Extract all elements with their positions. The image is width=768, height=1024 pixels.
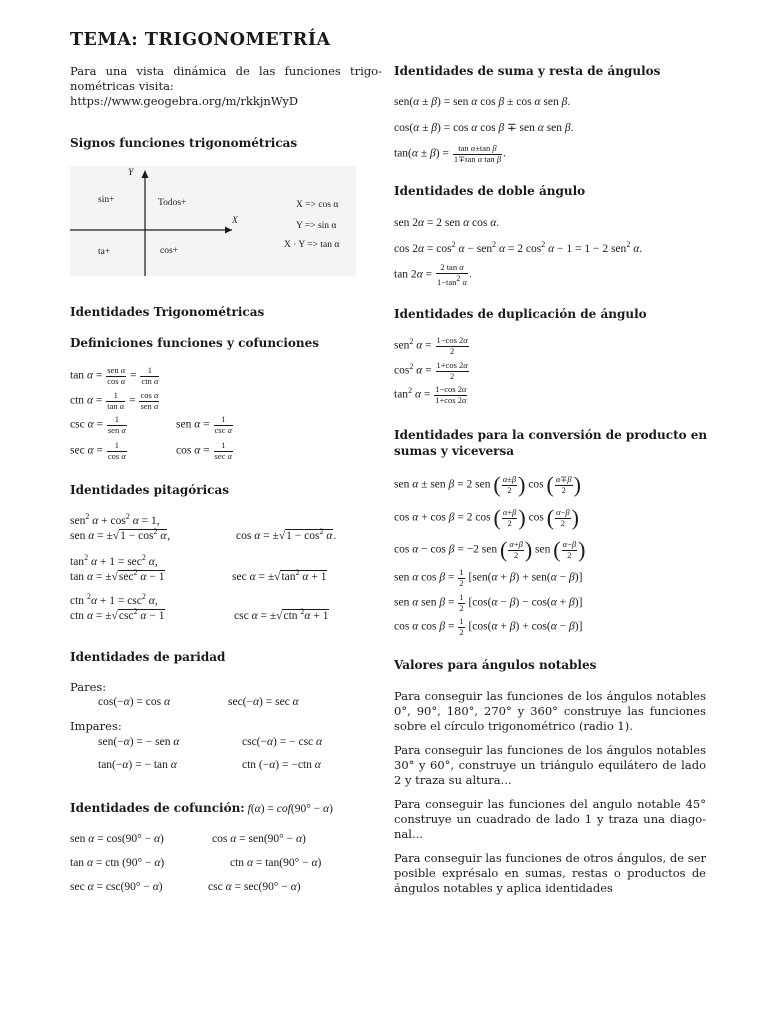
prod-cos-cos: cos α cos β = $\frac{1}{2}$ [cos(α + β) + cos(α − β)] — [394, 616, 583, 637]
geogebra-link[interactable]: https://www.geogebra.org/m/rkkjnWyD — [70, 94, 299, 108]
rule-xy-tan: X · Y => tan α — [284, 240, 340, 250]
valores-paragraph-2: Para conseguir las funciones de los ángulos notables 30° y 60°, construye un triángulo equilátero de lado 2 y traza su altura... — [394, 743, 706, 787]
suma-heading: Identidades de suma y resta de ángulos — [394, 64, 661, 78]
pit-2: sen $\alpha = \pm√1 - \cos^2 \alpha$, — [70, 527, 171, 542]
pit-3: $\cos \alpha = \pm√1 - \cos^2 \alpha$. — [236, 527, 337, 542]
pitagoricas-heading: Identidades pitagóricas — [70, 483, 229, 497]
cof-ctn: ctn α = tan(90° − α) — [230, 857, 322, 869]
dup-cos: $\cos^2 \alpha$ = $\frac{1+\cos 2\alpha}{2}$ — [394, 360, 468, 381]
impar-tan: tan(−α) = − tan α — [98, 759, 177, 771]
impar-sen: sen(−α) = − sen α — [98, 736, 180, 748]
def-sen: sen α = 1 csc α — [176, 414, 232, 435]
suma-cos: cos(α ± β) = cos α cos β ∓ sen α sen β. — [394, 122, 574, 134]
cofuncion-heading-text: Identidades de cofunción: — [70, 801, 245, 815]
par-sec: sec(−α) = sec α — [228, 696, 299, 708]
axis-y-label: Y — [128, 168, 134, 178]
impares-label: Impares: — [70, 719, 122, 733]
quadrant-2-label: sin+ — [98, 195, 115, 205]
cof-cos: cos α = sen(90° − α) — [212, 833, 306, 845]
pit-6: $\sec \alpha = \pm√\tan^2$ α + 1 — [232, 568, 327, 583]
pares-label: Pares: — [70, 680, 107, 694]
conv-cos-sum: cos α + cos β = 2 cos ( $\frac{\alpha+\beta}{2}$ ) cos ( $\frac{\alpha-\beta}{2}$ ) — [394, 505, 579, 530]
dup-tan: $\tan^2 \alpha$ = $\frac{1-\cos 2\alpha}{1+\cos 2\alpha}$ — [394, 384, 467, 405]
prod-sen-sen: sen α sen β = $\frac{1}{2}$ [cos(α − β) − cos(α + β)] — [394, 592, 583, 613]
suma-sen: sen(α ± β) = sen α cos β ± cos α sen β. — [394, 96, 571, 108]
cof-tan: tan α = ctn (90° − α) — [70, 857, 165, 869]
def-sec: sec α = $\frac{1}{\text{cos α}}$ — [70, 440, 126, 461]
pit-1: sen$^2$ $\alpha + \cos^2 \alpha = 1$, — [70, 512, 160, 527]
doble-sen: sen 2α = 2 sen α cos α. — [394, 217, 500, 229]
rule-x-cos: X => cos α — [296, 200, 339, 210]
cof-sec: sec α = csc(90° − α) — [70, 881, 163, 893]
def-csc: csc α = 1 sen α — [70, 414, 126, 435]
cofuncion-heading: Identidades de cofunción: f(α) = cof(90° − α) — [70, 801, 333, 815]
pit-8: ctn $\alpha = \pm√\csc^2$ α − 1 — [70, 607, 165, 622]
axis-x-label: X — [232, 216, 238, 226]
pit-7: ctn $^2\alpha + 1 = \csc^2 \alpha$, — [70, 592, 158, 607]
identidades-heading: Identidades Trigonométricas — [70, 305, 265, 319]
prod-sen-cos: sen α cos β = $\frac{1}{2}$ [sen(α + β) + sen(α − β)] — [394, 567, 583, 588]
doble-cos: $\cos 2\alpha = \cos^2 \alpha - sen^2$ α = 2 $\cos^2 \alpha - 1 = 1 - 2$ sen$^2$ α. — [394, 240, 643, 255]
valores-heading: Valores para ángulos notables — [394, 658, 597, 672]
page-title: TEMA: TRIGONOMETRÍA — [70, 30, 331, 50]
suma-tan: tan(α ± β) = $\frac{\text{tan α±tan β}}{\text{1∓tan α tan β}}$ . — [394, 143, 506, 164]
cof-csc: csc α = sec(90° − α) — [208, 881, 301, 893]
signos-heading: Signos funciones trigonométricas — [70, 136, 298, 150]
duplicacion-heading: Identidades de duplicación de ángulo — [394, 307, 647, 321]
rule-y-sin: Y => sin α — [296, 221, 337, 231]
conversion-heading-2: sumas y viceversa — [394, 444, 514, 458]
valores-paragraph-1: Para conseguir las funciones de los ángulos notables 0°, 90°, 180°, 270° y 360° construye las funciones sobre el círculo trigonométrico (radio 1). — [394, 689, 706, 733]
impar-ctn: ctn (−α) = −ctn α — [242, 759, 321, 771]
quadrant-1-label: Todos+ — [158, 198, 187, 208]
valores-paragraph-3: Para conseguir las funciones del angulo notable 45° construye un cuadrado de lado 1 y traza una diago- nal... — [394, 797, 706, 841]
def-ctn: ctn α = $\frac{1}{\text{tan α}}$ = cos α sen α — [70, 390, 159, 411]
valores-paragraph-4: Para conseguir las funciones de otros ángulos, de ser posible exprésalo en sumas, restas o productos de ángulos notables y aplica identidades — [394, 851, 706, 895]
quadrant-signs-diagram — [70, 166, 356, 276]
def-tan: tan α = sen α cos α = 1 ctn α — [70, 365, 159, 386]
doble-heading: Identidades de doble ángulo — [394, 184, 586, 198]
quadrant-4-label: cos+ — [160, 246, 179, 256]
conversion-heading-1: Identidades para la conversión de producto en — [394, 428, 708, 442]
def-cos: cos α = 1 sec α — [176, 440, 232, 461]
pit-4: $\tan^2 \alpha + 1 = \sec^2 \alpha$, — [70, 553, 158, 568]
paridad-heading: Identidades de paridad — [70, 650, 226, 664]
quadrant-3-label: ta+ — [98, 247, 111, 257]
cof-sen: sen α = cos(90° − α) — [70, 833, 164, 845]
doble-tan: tan 2α = $\frac{\text{2 tan α}}{1-\tan^2 \alpha}$ . — [394, 262, 472, 287]
dup-sen: sen$^2$ α = $\frac{1-\cos 2\alpha}{2}$ — [394, 335, 468, 356]
definiciones-heading: Definiciones funciones y cofunciones — [70, 336, 320, 350]
par-cos: cos(−α) = cos α — [98, 696, 171, 708]
pit-9: csc α = ±√ctn $^2$α + 1 — [234, 607, 329, 622]
intro-text: Para una vista dinámica de las funciones trigo- nométricas visita: — [70, 64, 382, 93]
conv-cos-diff: cos α − cos β = −2 sen ( $\frac{\alpha+\beta}{2}$ ) sen ( $\frac{\alpha-\beta}{2}$ ) — [394, 537, 586, 562]
impar-csc: csc(−α) = − csc α — [242, 736, 323, 748]
conv-sen-sum: sen α ± sen β = 2 sen ( $\frac{\alpha\pm\beta}{2}$ ) cos ( $\frac{\alpha\mp\beta}{2}$ ) — [394, 472, 581, 497]
pit-5: $\tan \alpha = \pm√\sec^2$ α − 1 — [70, 568, 165, 583]
